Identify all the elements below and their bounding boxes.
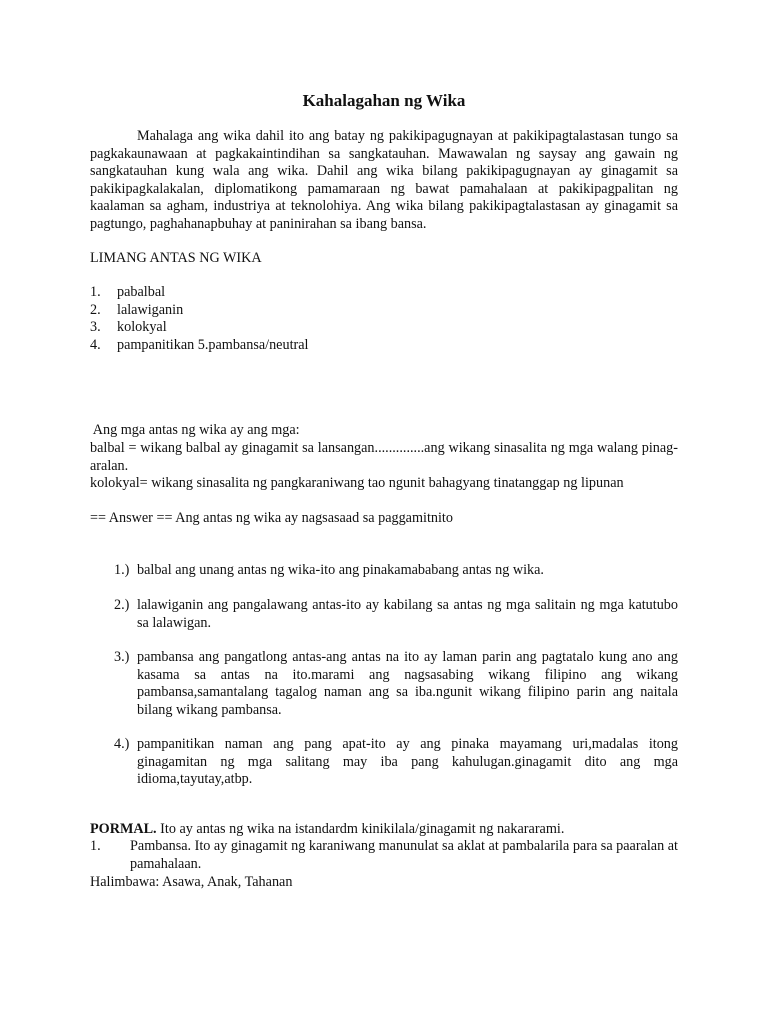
pormal-line bbox=[90, 821, 678, 839]
list-item-number: 3. bbox=[90, 319, 101, 335]
answer-number: 4.) bbox=[114, 736, 130, 752]
list-item-text: pampanitikan 5.pambansa/neutral bbox=[117, 336, 309, 353]
list-item-text: kolokyal bbox=[117, 319, 167, 335]
answer-text: pampanitikan naman ang pang apat-ito ay ang pinaka mayamang uri,madalas itong ginagamitan ng mga salitang may iba pang kahulugan.ginagamit dito ang mga idioma,tayutay,atbp. bbox=[137, 736, 678, 787]
answer-item bbox=[114, 649, 678, 719]
answer-item bbox=[114, 736, 678, 789]
pormal-text: Ito ay antas ng wika na istandardm kinikilala/ginagamit ng nakararami. bbox=[156, 821, 565, 837]
list-item-number: 2. bbox=[90, 301, 101, 318]
answer-item bbox=[114, 562, 678, 580]
answer-item bbox=[114, 597, 678, 632]
pormal-label: PORMAL. bbox=[90, 821, 157, 837]
answer-number: 3.) bbox=[114, 649, 130, 665]
levels-list bbox=[90, 284, 678, 354]
pormal-item-text: Pambansa. Ito ay ginagamit ng karaniwang manunulat sa aklat at pambalarila para sa paaralan at pamahalaan. bbox=[130, 838, 678, 872]
list-item bbox=[90, 284, 678, 302]
intro-paragraph: Mahalaga ang wika dahil ito ang batay ng pakikipagugnayan at pakikipagtalastasan tungo sa pagkakaunawaan at pagkakaintindihan sa sangkatauhan. Mawawalan ng saysay ang gawain ng sangkatauhan kung wala ang wika. Dahil ang wika bilang pakikipagugnayan ay ginagamit sa pakikipagkalakalan, diplomatikong pamamaraan ng bawat pamahalaan at pakikipagpalitan ng kaalaman sa agham, industriya at teknolohiya. Ang wika bilang pakikipagtalastasan ay ginagamit sa pagtungo, paghahanapbuhay at paninirahan sa ibang bansa. bbox=[90, 128, 678, 232]
list-item-text: pabalbal bbox=[117, 284, 166, 300]
document-title: Kahalagahan ng Wika bbox=[302, 91, 466, 110]
list-item-text: lalawiganin bbox=[117, 301, 184, 318]
answer-line: == Answer == Ang antas ng wika ay nagsasaad sa paggamitnito bbox=[90, 510, 453, 526]
answer-text: pambansa ang pangatlong antas-ang antas na ito ay laman parin ang pagtatalo kung ano ang kasama sa antas na ito.marami ang nagsasabing wikang filipino ang wikang pambansa,samantalang tagalog naman ang sa iba.ngunit wikang filipino parin ang naitala bilang wikang pambansa. bbox=[137, 649, 678, 718]
list-item bbox=[90, 319, 678, 337]
answer-text: balbal ang unang antas ng wika-ito ang pinakamababang antas ng wika. bbox=[137, 562, 544, 578]
list-item-number: 4. bbox=[90, 336, 101, 353]
antas-intro: Ang mga antas ng wika ay ang mga: bbox=[90, 422, 300, 438]
kolokyal-definition: kolokyal= wikang sinasalita ng pangkaraniwang tao ngunit bahagyang tinatanggap ng lipunan bbox=[90, 475, 624, 491]
section-heading: LIMANG ANTAS NG WIKA bbox=[90, 250, 262, 266]
list-item-number: 1. bbox=[90, 284, 101, 300]
list-item bbox=[90, 337, 678, 355]
answer-number: 1.) bbox=[114, 562, 130, 578]
pormal-item-number: 1. bbox=[90, 838, 101, 854]
list-item bbox=[90, 302, 678, 320]
pormal-item bbox=[90, 838, 678, 873]
answer-number: 2.) bbox=[114, 597, 130, 613]
answer-text: lalawiganin ang pangalawang antas-ito ay kabilang sa antas ng mga salitain ng mga katutubo sa lalawigan. bbox=[137, 597, 678, 631]
example-line: Halimbawa: Asawa, Anak, Tahanan bbox=[90, 874, 293, 890]
balbal-definition: balbal = wikang balbal ay ginagamit sa lansangan..............ang wikang sinasalita ng mga walang pinag-aralan. bbox=[90, 440, 678, 474]
